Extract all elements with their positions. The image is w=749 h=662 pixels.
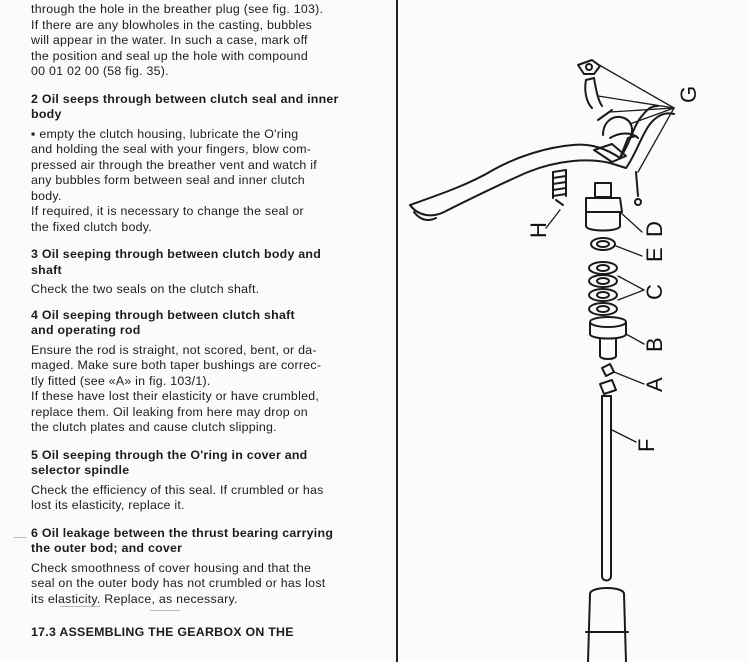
intro-paragraph: [31, 2, 371, 80]
section-heading: 6 Oil leakage between the thrust bearing carrying the outer bod; and cover: [31, 525, 334, 555]
text-line: Check the efficiency of this seal. If crumbled or has: [31, 482, 324, 497]
label-e: E: [642, 247, 667, 262]
text-line: any bubbles form between seal and inner clutch: [31, 173, 305, 187]
text-line: If there are any blowholes in the casting, bubbles: [31, 17, 313, 32]
stud-part: [635, 172, 641, 205]
oring-e: [591, 238, 615, 250]
section-heading: 2 Oil seeps through between clutch seal and inner body: [31, 91, 339, 121]
text-line: lost its elasticity, replace it.: [31, 498, 185, 512]
pin-part: [585, 78, 602, 108]
sleeve-b: [590, 317, 626, 359]
section-heading: 5 Oil seeping through the O'ring in cover and selector spindle: [31, 447, 308, 477]
seal-stack-c: [589, 262, 617, 315]
section-4: [31, 308, 371, 436]
text-line: maged. Make sure both taper bushings are correc-: [31, 358, 322, 372]
text-line: the clutch plates and cause clutch slipping.: [31, 420, 277, 434]
section-3: [31, 247, 371, 298]
text-line: pressed air through the breather vent and watch if: [31, 157, 317, 172]
section-heading-17-3: 17.3 ASSEMBLING THE GEARBOX ON THE: [31, 625, 294, 639]
text-line: the fixed clutch body.: [31, 219, 152, 234]
text-line: Check smoothness of cover housing and that the: [31, 560, 312, 575]
exploded-view-figure: [398, 0, 749, 662]
lever-arm-upper: [594, 110, 638, 162]
label-f: F: [634, 438, 659, 452]
text-line: replace them. Oil leaking from here may drop on: [31, 404, 308, 419]
text-line: will appear in the water. In such a case, mark off: [31, 33, 308, 47]
text-line: and holding the seal with your fingers, blow com-: [31, 142, 312, 156]
label-b: B: [642, 337, 667, 352]
text-line: If these have lost their elasticity or have crumbled,: [31, 389, 320, 403]
scan-smudge: [14, 537, 26, 538]
bushing-d: [586, 183, 622, 231]
text-line: tly fitted (see «A» in fig. 103/1).: [31, 373, 211, 388]
operating-rod-f: [602, 396, 611, 581]
section-6: [31, 526, 371, 608]
text-line: through the hole in the breather plug (see fig. 103).: [31, 2, 324, 16]
text-line: seal on the outer body has not crumbled or has lost: [31, 576, 326, 590]
section-heading: 3 Oil seeping through between clutch body and shaft: [31, 247, 322, 277]
label-c: C: [642, 284, 667, 300]
bushings-a: [600, 364, 616, 394]
text-line: ▪ empty the clutch housing, lubricate the O'ring: [31, 126, 299, 141]
text-line: 00 01 02 00 (58 fig. 35).: [31, 64, 169, 78]
text-line: Ensure the rod is straight, not scored, bent, or da-: [31, 342, 317, 357]
text-line: If required, it is necessary to change the seal or: [31, 204, 304, 218]
label-d: D: [642, 221, 667, 237]
clutch-shaft: [586, 588, 628, 662]
text-column: [31, 2, 371, 614]
spring-h: [553, 170, 566, 205]
label-a: A: [642, 377, 667, 392]
text-line: the position and seal up the hole with compound: [31, 48, 308, 63]
text-line: Check the two seals on the clutch shaft.: [31, 282, 260, 296]
label-h: H: [526, 222, 551, 238]
scan-smudge: [150, 610, 180, 611]
section-heading: 4 Oil seeping through between clutch shaft and operating rod: [31, 307, 295, 337]
section-5: [31, 448, 371, 514]
text-line: its elasticity. Replace, as necessary.: [31, 591, 238, 606]
section-2: [31, 92, 371, 236]
scan-smudge: [60, 606, 100, 607]
clip-part: [578, 60, 600, 74]
text-line: body.: [31, 188, 62, 203]
label-g: G: [676, 85, 701, 103]
